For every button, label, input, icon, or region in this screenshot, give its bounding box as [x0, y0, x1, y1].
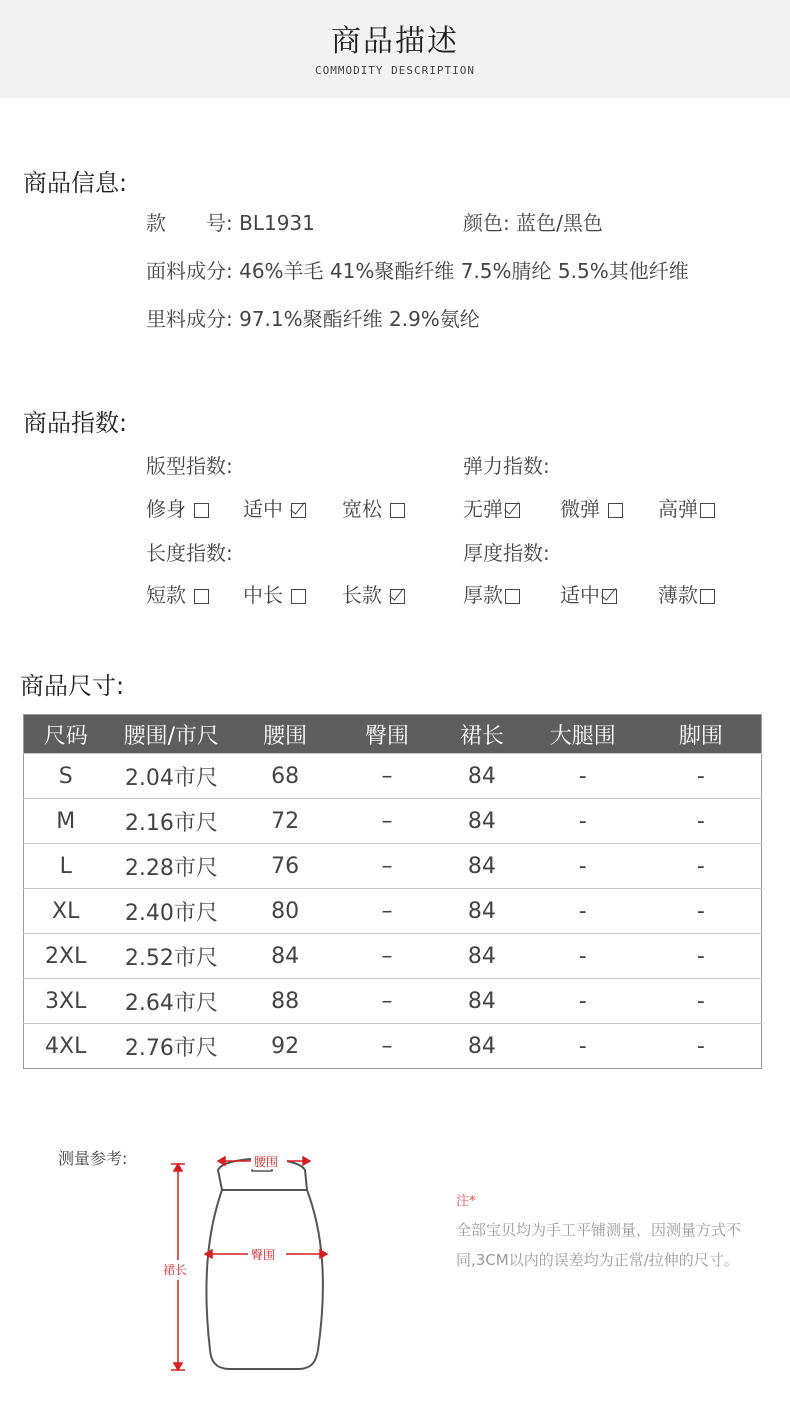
fabric-value: 46%羊毛 41%聚酯纤维 7.5%腈纶 5.5%其他纤维	[239, 259, 689, 283]
table-cell: 3XL	[24, 979, 108, 1024]
fit-option-2	[342, 493, 405, 522]
fit-index-title: 版型指数:	[146, 454, 233, 478]
option-label: 无弹	[463, 497, 503, 521]
table-row	[24, 934, 762, 979]
table-cell: 84	[439, 934, 525, 979]
option-label: 中长	[243, 583, 283, 607]
table-cell: 2.40市尺	[107, 889, 235, 934]
column-header: 大腿围	[525, 715, 641, 754]
table-cell: 80	[235, 889, 335, 934]
option-label: 厚款	[463, 583, 503, 607]
length-label: 裙长	[163, 1263, 188, 1277]
table-cell: 84	[439, 799, 525, 844]
unchecked-box-icon	[505, 589, 520, 604]
table-cell: -	[641, 889, 762, 934]
index-section-title: 商品指数:	[23, 409, 128, 437]
color-label: 颜色:	[463, 211, 510, 235]
lining-value: 97.1%聚酯纤维 2.9%氨纶	[239, 307, 480, 331]
waist-label: 腰围	[254, 1155, 279, 1169]
table-cell: -	[641, 754, 762, 799]
measure-reference-label: 测量参考:	[58, 1149, 128, 1168]
unchecked-box-icon	[194, 503, 209, 518]
table-cell: -	[525, 844, 641, 889]
table-cell: -	[525, 889, 641, 934]
thickness-index-title: 厚度指数:	[463, 541, 550, 565]
table-cell: 84	[439, 889, 525, 934]
table-cell: -	[525, 1024, 641, 1069]
fabric-label: 面料成分:	[146, 259, 233, 283]
table-cell: 84	[439, 1024, 525, 1069]
size-section-title: 商品尺寸:	[20, 672, 125, 700]
option-label: 修身	[146, 497, 186, 521]
table-cell: 84	[439, 979, 525, 1024]
info-section-title: 商品信息:	[23, 169, 128, 197]
column-header: 臀围	[335, 715, 439, 754]
table-cell: –	[335, 889, 439, 934]
table-cell: 88	[235, 979, 335, 1024]
table-cell: 92	[235, 1024, 335, 1069]
fit-option-1	[243, 493, 306, 522]
stretch-index-title: 弹力指数:	[463, 454, 550, 478]
table-row	[24, 754, 762, 799]
unchecked-box-icon	[700, 503, 715, 518]
style-number	[146, 207, 315, 236]
table-cell: -	[641, 844, 762, 889]
table-cell: 72	[235, 799, 335, 844]
table-cell: -	[525, 754, 641, 799]
style-value: BL1931	[239, 211, 315, 235]
section-header	[0, 0, 790, 98]
fit-option-0	[146, 493, 209, 522]
checked-box-icon	[602, 589, 617, 604]
column-header: 尺码	[24, 715, 108, 754]
table-cell: –	[335, 1024, 439, 1069]
option-label: 适中	[560, 583, 600, 607]
table-cell: –	[335, 979, 439, 1024]
table-cell: -	[641, 799, 762, 844]
skirt-body-outline	[206, 1190, 323, 1369]
length-option-1	[243, 579, 306, 608]
column-header: 腰围	[235, 715, 335, 754]
table-cell: 76	[235, 844, 335, 889]
table-row	[24, 799, 762, 844]
color-info	[463, 207, 603, 236]
hip-label: 臀围	[251, 1248, 276, 1262]
thickness-option-1	[560, 579, 617, 608]
stretch-option-0	[463, 493, 520, 522]
note-text: 全部宝贝均为手工平铺测量，因测量方式不同,3CM以内的误差均为正常/拉伸的尺寸。	[456, 1221, 742, 1269]
header-title: 商品描述	[331, 24, 459, 59]
size-table	[23, 714, 762, 1069]
table-cell: –	[335, 754, 439, 799]
table-header-row	[24, 715, 762, 754]
column-header: 脚围	[641, 715, 762, 754]
table-cell: 68	[235, 754, 335, 799]
table-cell: -	[525, 799, 641, 844]
option-label: 宽松	[342, 497, 382, 521]
unchecked-box-icon	[291, 589, 306, 604]
table-cell: –	[335, 844, 439, 889]
style-label: 款 号:	[146, 211, 233, 235]
table-row	[24, 1024, 762, 1069]
unchecked-box-icon	[194, 589, 209, 604]
table-row	[24, 979, 762, 1024]
checked-box-icon	[390, 589, 405, 604]
lining-info	[146, 303, 480, 332]
table-cell: 2.04市尺	[107, 754, 235, 799]
table-cell: 2XL	[24, 934, 108, 979]
table-cell: 84	[235, 934, 335, 979]
table-cell: S	[24, 754, 108, 799]
unchecked-box-icon	[608, 503, 623, 518]
column-header: 腰围/市尺	[107, 715, 235, 754]
option-label: 长款	[342, 583, 382, 607]
unchecked-box-icon	[390, 503, 405, 518]
lining-label: 里料成分:	[146, 307, 233, 331]
table-cell: 2.16市尺	[107, 799, 235, 844]
table-cell: L	[24, 844, 108, 889]
table-cell: -	[641, 979, 762, 1024]
table-cell: M	[24, 799, 108, 844]
column-header: 裙长	[439, 715, 525, 754]
table-cell: 2.28市尺	[107, 844, 235, 889]
table-cell: -	[525, 979, 641, 1024]
option-label: 短款	[146, 583, 186, 607]
unchecked-box-icon	[700, 589, 715, 604]
table-cell: 2.76市尺	[107, 1024, 235, 1069]
table-cell: 84	[439, 844, 525, 889]
table-cell: 84	[439, 754, 525, 799]
length-option-2	[342, 579, 405, 608]
table-cell: 2.52市尺	[107, 934, 235, 979]
length-option-0	[146, 579, 209, 608]
stretch-option-2	[658, 493, 715, 522]
fabric-info	[146, 255, 689, 284]
table-cell: -	[641, 1024, 762, 1069]
table-cell: –	[335, 799, 439, 844]
table-cell: -	[641, 934, 762, 979]
table-cell: –	[335, 934, 439, 979]
option-label: 微弹	[560, 497, 600, 521]
note-title: 注*	[456, 1194, 476, 1209]
table-row	[24, 844, 762, 889]
option-label: 高弹	[658, 497, 698, 521]
stretch-option-1	[560, 493, 623, 522]
table-cell: 2.64市尺	[107, 979, 235, 1024]
skirt-measure-diagram	[150, 1140, 360, 1380]
header-subtitle: COMMODITY DESCRIPTION	[314, 64, 476, 77]
length-index-title: 长度指数:	[146, 541, 233, 565]
checked-box-icon	[505, 503, 520, 518]
table-row	[24, 889, 762, 934]
option-label: 适中	[243, 497, 283, 521]
thickness-option-0	[463, 579, 520, 608]
thickness-option-2	[658, 579, 715, 608]
option-label: 薄款	[658, 583, 698, 607]
checked-box-icon	[291, 503, 306, 518]
color-value: 蓝色/黑色	[516, 211, 603, 235]
table-cell: 4XL	[24, 1024, 108, 1069]
table-cell: XL	[24, 889, 108, 934]
table-cell: -	[525, 934, 641, 979]
